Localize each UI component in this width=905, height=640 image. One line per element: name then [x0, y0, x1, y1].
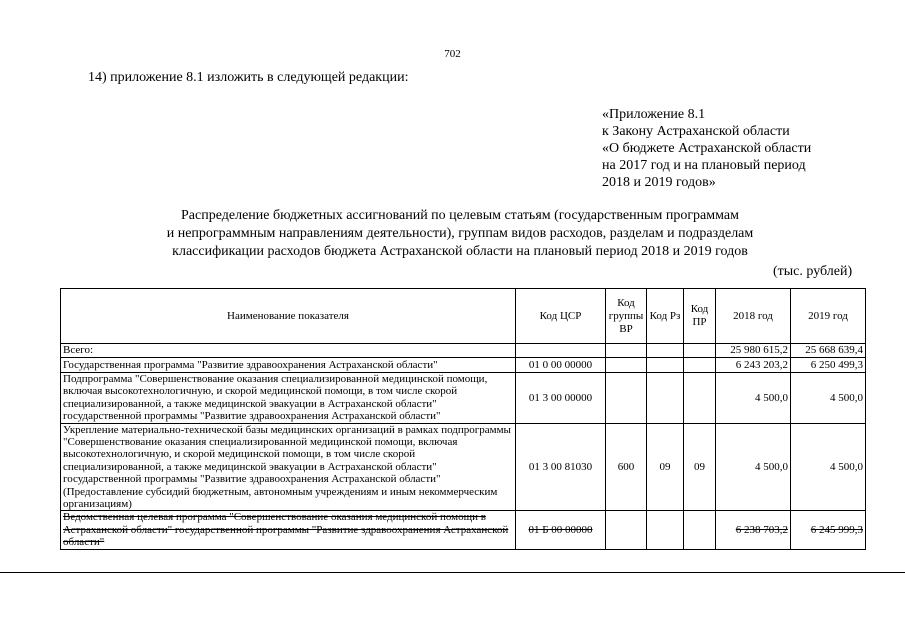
row-rz: [647, 344, 684, 358]
table-title: [60, 207, 860, 261]
strikethrough-line: [0, 572, 905, 573]
row-2019: 6 250 499,3: [791, 358, 866, 373]
header-2018: 2018 год: [716, 289, 791, 344]
row-name: Государственная программа "Развитие здравоохранения Астраханской области": [61, 358, 516, 373]
appendix-line: 2018 и 2019 годов»: [602, 175, 716, 190]
row-vr: 600: [606, 423, 647, 511]
row-2018: 6 243 203,2: [716, 358, 791, 373]
row-pr: [684, 344, 716, 358]
appendix-line: на 2017 год и на плановый период: [602, 158, 806, 173]
header-2019: 2019 год: [791, 289, 866, 344]
row-csr: 01 Б 00 00000: [516, 511, 606, 549]
row-pr: [684, 373, 716, 424]
row-2018: 4 500,0: [716, 373, 791, 424]
row-vr: [606, 511, 647, 549]
units-label: (тыс. рублей): [773, 264, 853, 279]
table-row: [61, 423, 866, 511]
row-2019: 4 500,0: [791, 423, 866, 511]
row-rz: [647, 511, 684, 549]
table-title-line: Распределение бюджетных ассигнований по целевым статьям (государственным программам: [181, 208, 739, 223]
row-rz: 09: [647, 423, 684, 511]
table-row: [61, 373, 866, 424]
header-csr: Код ЦСР: [516, 289, 606, 344]
row-2019: 4 500,0: [791, 373, 866, 424]
row-rz: [647, 358, 684, 373]
row-name: Ведомственная целевая программа "Совершенствование оказания медицинской помощи в Астраханской области" государственной программы "Развитие здравоохранения Астраханской области": [61, 511, 516, 549]
row-2019: 25 668 639,4: [791, 344, 866, 358]
row-vr: [606, 344, 647, 358]
table-row: [61, 344, 866, 358]
table-title-line: классификации расходов бюджета Астраханской области на плановый период 2018 и 2019 годов: [172, 244, 748, 259]
row-csr: 01 3 00 00000: [516, 373, 606, 424]
table-header-row: [61, 289, 866, 344]
appendix-line: к Закону Астраханской области: [602, 124, 790, 139]
appendix-line: «О бюджете Астраханской области: [602, 141, 812, 156]
header-pr: Код ПР: [684, 289, 716, 344]
appendix-header: [602, 106, 811, 191]
row-2019: 6 245 999,3: [791, 511, 866, 549]
header-name: Наименование показателя: [61, 289, 516, 344]
row-2018: 25 980 615,2: [716, 344, 791, 358]
row-csr: [516, 344, 606, 358]
row-name: Укрепление материально-технической базы медицинских организаций в рамках подпрограммы "Совершенствование оказания специализированной медицинской помощи, включая высокотехнологичную, и скорой медицинской помощи, в том числе скорой специализированной, а также медицинской эвакуации в Астраханской области" государственной программы "Развитие здравоохранения Астраханской области" (Предоставление субсидий бюджетным, автономным учреждениям и иным некоммерческим организациям): [61, 423, 516, 511]
table-row: [61, 358, 866, 373]
appendix-line: «Приложение 8.1: [602, 107, 706, 122]
row-2018: 6 238 703,2: [716, 511, 791, 549]
row-pr: [684, 358, 716, 373]
table-row: [61, 511, 866, 549]
page-number: 702: [444, 48, 461, 60]
header-rz: Код Рз: [647, 289, 684, 344]
row-pr: 09: [684, 423, 716, 511]
row-vr: [606, 373, 647, 424]
row-rz: [647, 373, 684, 424]
header-vr: Код группы ВР: [606, 289, 647, 344]
intro-text: 14) приложение 8.1 изложить в следующей редакции:: [88, 70, 409, 85]
budget-table: [60, 288, 866, 550]
row-csr: 01 0 00 00000: [516, 358, 606, 373]
row-name: Всего:: [61, 344, 516, 358]
table-title-line: и непрограммным направлениям деятельности), группам видов расходов, разделам и подразделам: [166, 226, 754, 241]
row-pr: [684, 511, 716, 549]
row-name: Подпрограмма "Совершенствование оказания специализированной медицинской помощи, включая высокотехнологичную, и скорой медицинской помощи, в том числе скорой специализированной, а также медицинской эвакуации в Астраханской области" государственной программы "Развитие здравоохранения Астраханской области": [61, 373, 516, 424]
row-csr: 01 3 00 81030: [516, 423, 606, 511]
row-2018: 4 500,0: [716, 423, 791, 511]
row-vr: [606, 358, 647, 373]
